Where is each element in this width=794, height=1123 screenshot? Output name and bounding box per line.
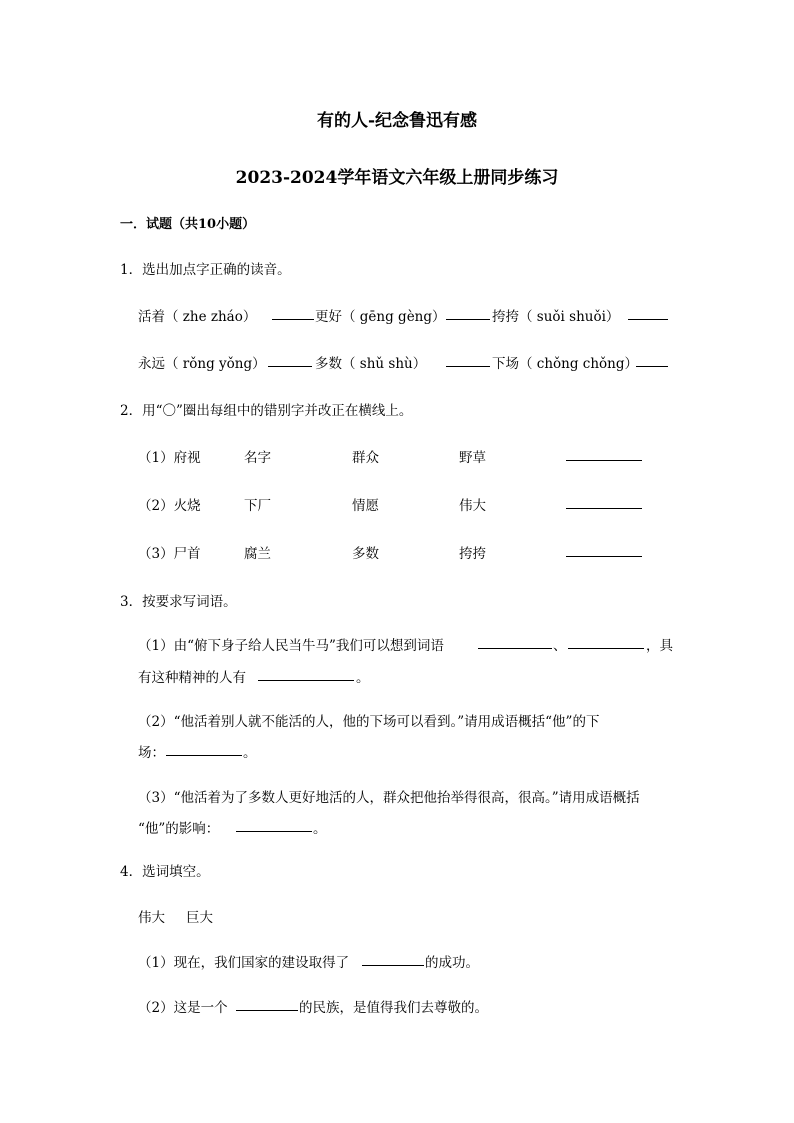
q2-row2-word1: （2）火烧 [138,498,201,514]
q4-sentence-2: （2）这是一个 [138,1000,228,1016]
q4-blank-1[interactable] [362,951,424,966]
q2-row1-word3: 群众 [352,450,379,466]
page-subtitle: 2023-2024学年语文六年级上册同步练习 [235,168,559,188]
q3-part3-line2: “他”的影响： [138,821,220,837]
q3-part2-line2: 场： [138,745,165,761]
q4-option-1: 伟大 [138,910,165,926]
q1-item-3: 挎挎（ suǒi shuǒi） [492,309,620,325]
question-3-stem: 3．按要求写词语。 [120,594,237,610]
q1-item-6: 下场（ chǒng chǒng） [492,356,639,372]
q3-part1-line2-end: 。 [356,670,370,686]
q2-row2-word3: 情愿 [352,498,379,514]
q3-blank-5[interactable] [236,817,312,832]
q3-part2-text: （2）“他活着别人就不能活的人，他的下场可以看到。”请用成语概括“他”的下 [138,714,600,730]
q4-sentence-2-end: 的民族，是值得我们去尊敬的。 [299,1000,488,1016]
q2-row3-word4: 挎挎 [459,546,486,562]
q3-blank-1[interactable] [478,634,552,649]
q1-blank-1[interactable] [272,305,314,320]
q2-blank-3[interactable] [566,542,642,557]
section-heading: 一．试题（共10小题） [120,217,256,232]
q1-blank-4[interactable] [268,352,312,367]
q2-row1-word1: （1）府视 [138,450,201,466]
q4-sentence-1-end: 的成功。 [425,955,479,971]
q1-blank-5[interactable] [446,352,490,367]
q1-blank-3[interactable] [628,305,668,320]
q3-part2-line2-end: 。 [243,745,257,761]
q2-blank-1[interactable] [566,446,642,461]
question-1-stem: 1．选出加点字正确的读音。 [120,262,291,278]
q1-blank-2[interactable] [446,305,490,320]
q3-blank-3[interactable] [258,666,354,681]
q3-blank-4[interactable] [166,741,242,756]
q2-row3-word2: 腐兰 [244,546,271,562]
q3-part3-line2-end: 。 [313,821,327,837]
q2-row1-word2: 名字 [244,450,271,466]
q4-sentence-1: （1）现在，我们国家的建设取得了 [138,955,350,971]
q4-option-2: 巨大 [186,910,213,926]
q2-row2-word4: 伟大 [459,498,486,514]
q2-row2-word2: 下厂 [244,498,271,514]
q3-part3-text: （3）“他活着为了多数人更好地活的人，群众把他抬举得很高，很高。”请用成语概括 [138,790,640,806]
q1-blank-6[interactable] [636,352,668,367]
question-4-stem: 4．选词填空。 [120,864,210,880]
q3-part1-separator: 、 [553,638,567,654]
q2-row1-word4: 野草 [459,450,486,466]
question-2-stem: 2．用“〇”圈出每组中的错别字并改正在横线上。 [120,403,413,419]
q3-part1-line2: 有这种精神的人有 [138,670,246,686]
q4-blank-2[interactable] [236,996,298,1011]
q2-blank-2[interactable] [566,494,642,509]
q1-item-5: 多数（ shǔ shù） [315,356,427,372]
q2-row3-word3: 多数 [352,546,379,562]
q1-item-1: 活着（ zhe zháo） [138,309,257,325]
q2-row3-word1: （3）尸首 [138,546,201,562]
q3-part1-text: （1）由“俯下身子给人民当牛马”我们可以想到词语 [138,638,444,654]
q1-item-4: 永远（ rǒng yǒng） [138,356,266,372]
q3-blank-2[interactable] [568,634,644,649]
page-title: 有的人-纪念鲁迅有感 [316,111,478,131]
q1-item-2: 更好（ gēng gèng） [315,309,446,325]
q3-part1-end: ，具 [646,638,673,654]
